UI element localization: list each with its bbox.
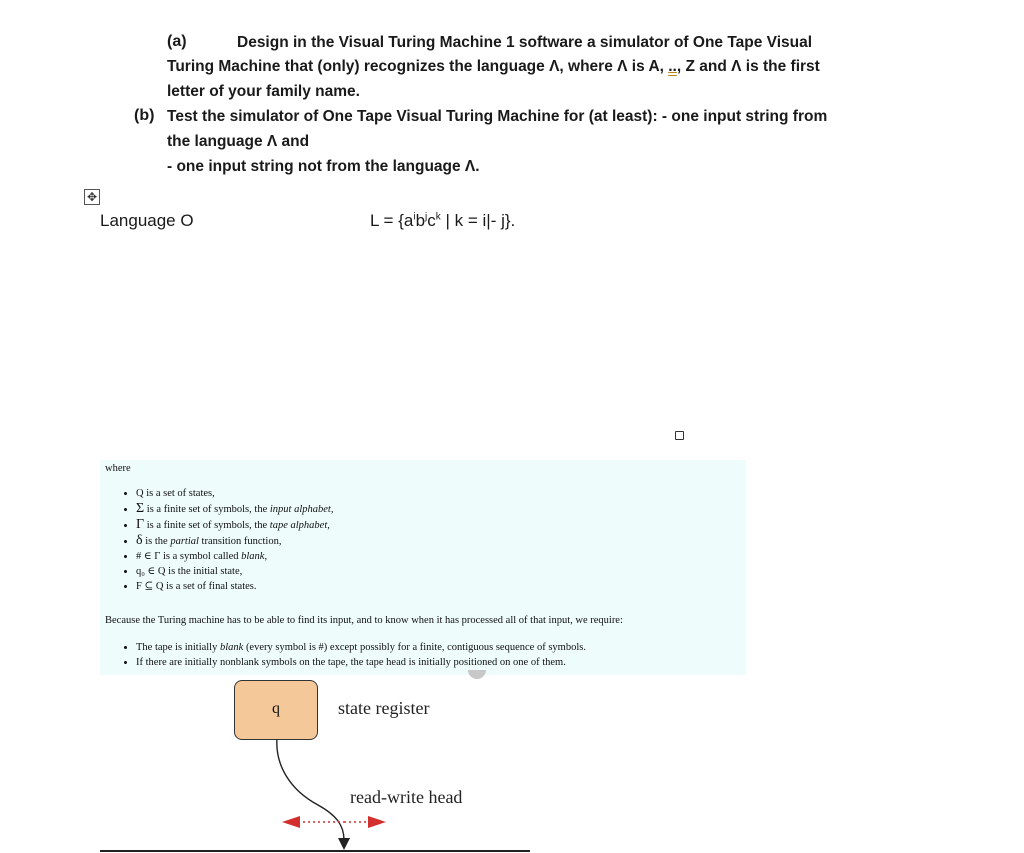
item-emphasis: input alphabet [269,504,331,515]
exp-k: k [435,211,441,223]
lang-c: c [427,211,436,230]
item-text: is a finite set of symbols, the [144,520,270,531]
head-arrow-tip [338,838,350,850]
item-text: is a finite set of symbols, the [144,504,270,515]
req-text: The tape is initially [136,642,220,653]
item-emphasis: tape alphabet [269,520,328,531]
part-b-line-2: the language Λ and [167,133,310,150]
item-emphasis: partial [170,536,199,547]
item-text: is a set of states, [143,488,215,499]
language-label: Language O [100,211,194,230]
part-b-line-1: Test the simulator of One Tape Visual Turing Machine for (at least): - one input string from [167,108,828,125]
because-paragraph: Because the Turing machine has to be able to find its input, and to know when it has processed all of that input, we require: [105,615,623,626]
part-b-line-3: - one input string not from the language Λ. [167,158,480,175]
part-a-line-3: letter of your family name. [167,83,360,100]
item-text: is a set of final states. [163,581,257,592]
state-register: q [234,680,318,740]
read-write-head-label: read-write head [350,787,463,807]
ellipsis: .. [668,58,677,75]
item-tail: , [327,520,330,531]
move-handle-icon[interactable]: ✥ [84,189,100,205]
exp-j: j [425,211,428,223]
item-emphasis: blank [241,551,265,562]
item-text: is a symbol called [160,551,242,562]
req-emphasis: blank [219,642,244,653]
item-symbol: # ∈ Γ [136,551,161,562]
head-connector [277,738,344,840]
part-a-line-2-end: , Z and Λ is the first [676,58,820,75]
item-symbol: Q [136,488,144,499]
item-symbol: q₀ ∈ Q [136,566,166,577]
part-a-line-2-start: Turing Machine that (only) recognizes the language Λ, where Λ is A, [167,58,669,75]
where-label: where [105,463,131,474]
item-tail: transition function, [198,536,282,547]
item-symbol: δ [136,533,143,548]
list-item: • If there are initially nonblank symbols on the tape, the tape head is initially positioned on one of them. [136,655,586,670]
item-text: is the initial state, [165,566,243,577]
right-arrowhead [368,816,386,828]
lang-prefix: L = {a [370,211,414,230]
item-symbol: Γ [136,517,145,532]
exp-i: i [413,211,416,223]
part-a-line-1: Design in the Visual Turing Machine 1 software a simulator of One Tape Visual [237,34,813,51]
item-symbol: F ⊆ Q [136,581,164,592]
req-text: (every symbol is #) except possibly for a finite, contiguous sequence of symbols. [243,642,586,653]
left-arrowhead [282,816,300,828]
part-b-label: (b) [134,107,155,124]
lang-suffix: | k = i|- j}. [440,211,516,230]
item-symbol: Σ [136,501,145,516]
item-tail: , [264,551,268,562]
part-a-label: (a) [167,33,187,50]
state-register-label: state register [338,698,430,718]
item-tail: , [330,504,334,515]
item-text: is the [142,536,171,547]
lang-b: b [415,211,426,230]
